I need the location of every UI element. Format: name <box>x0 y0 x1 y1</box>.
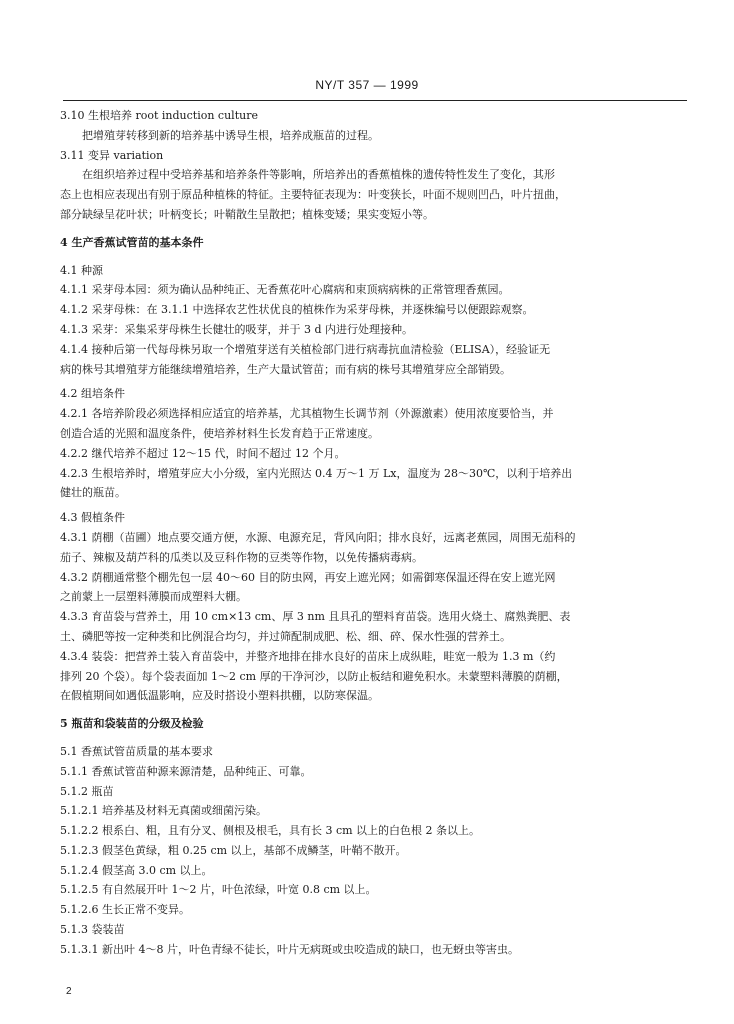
text-line: 5.1.1 香蕉试管苗种源来源清楚，品种纯正、可靠。 <box>60 764 312 778</box>
section-heading: 4 生产香蕉试管苗的基本条件 <box>60 235 204 249</box>
section-heading: 5 瓶苗和袋装苗的分级及检验 <box>60 717 204 731</box>
text-line: 在组织培养过程中受培养基和培养条件等影响，所培养出的香蕉植株的遗传特性发生了变化，其形 <box>82 168 555 182</box>
text-line: 4.1.3 采芽：采集采芽母株生长健壮的吸芽，并于 3 d 内进行处理接种。 <box>60 322 414 336</box>
text-line: 3.11 变异 variation <box>60 148 164 162</box>
text-line: 5.1.2.3 假茎色黄绿，粗 0.25 cm 以上，基部不成鳞茎，叶鞘不散开。 <box>60 843 407 857</box>
page-header: NY/T 357 — 1999 <box>315 78 419 92</box>
text-line: 5.1.3.1 新出叶 4～8 片，叶色青绿不徒长，叶片无病斑或虫咬造成的缺口，也无蚜虫等害虫。 <box>60 942 519 956</box>
text-line: 在假植期间如遇低温影响，应及时搭设小塑料拱棚，以防寒保温。 <box>60 689 379 703</box>
text-line: 4.2 组培条件 <box>60 387 125 401</box>
text-line: 4.3.4 装袋：把营养土装入育苗袋中，并整齐地排在排水良好的苗床上成纵畦，畦宽一般为 1.3 m（约 <box>60 649 556 663</box>
text-line: 4.1.1 采芽母本园：须为确认品种纯正、无香蕉花叶心腐病和束顶病病株的正常管理香蕉园。 <box>60 283 510 297</box>
text-line: 4.1.2 采芽母株：在 3.1.1 中选择农艺性状优良的植株作为采芽母株，并逐株编号以便跟踪观察。 <box>60 303 534 317</box>
text-line: 5.1.2.1 培养基及材料无真菌或细菌污染。 <box>60 804 267 818</box>
text-line: 之前蒙上一层塑料薄膜而成塑料大棚。 <box>60 590 247 604</box>
text-line: 5.1.2 瓶苗 <box>60 784 114 798</box>
text-line: 4.1.4 接种后第一代每母株另取一个增殖芽送有关植检部门进行病毒抗血清检验（ELISA），经验证无 <box>60 342 551 356</box>
text-line: 部分缺绿呈花叶状；叶柄变长；叶鞘散生呈散把；植株变矮；果实变短小等。 <box>60 207 434 221</box>
header-rule <box>63 100 687 101</box>
text-line: 5.1.2.4 假茎高 3.0 cm 以上。 <box>60 863 213 877</box>
text-line: 茄子、辣椒及葫芦科的瓜类以及豆科作物的豆类等作物，以免传播病毒病。 <box>60 550 423 564</box>
text-line: 5.1.2.6 生长正常不变异。 <box>60 903 190 917</box>
document-body <box>60 106 688 960</box>
text-line: 4.3.2 荫棚通常整个棚先包一层 40～60 目的防虫网，再安上遮光网；如需御寒保温还得在安上遮光网 <box>60 570 556 584</box>
text-line: 5.1.3 袋装苗 <box>60 923 125 937</box>
text-line: 排列 20 个袋）。每个袋表面加 1～2 cm 厚的干净河沙，以防止板结和避免积水。未蒙塑料薄膜的荫棚， <box>60 669 568 683</box>
text-line: 4.2.1 各培养阶段必须选择相应适宜的培养基，尤其植物生长调节剂（外源激素）使用浓度要恰当，并 <box>60 407 554 421</box>
text-line: 4.3.3 育苗袋与营养土，用 10 cm×13 cm、厚 3 nm 且具孔的塑料育苗袋。选用火烧土、腐熟粪肥、表 <box>60 610 571 624</box>
text-line: 5.1 香蕉试管苗质量的基本要求 <box>60 744 213 758</box>
text-line: 土、磷肥等按一定种类和比例混合均匀，并过筛配制成肥、松、细、碎、保水性强的营养土。 <box>60 629 511 643</box>
text-line: 态上也相应表现出有别于原品种植株的特征。主要特征表现为：叶变狭长，叶面不规则凹凸，叶片扭曲， <box>60 188 566 202</box>
text-line: 3.10 生根培养 root induction culture <box>60 109 258 122</box>
text-line: 创造合适的光照和温度条件，使培养材料生长发育趋于正常速度。 <box>60 426 379 440</box>
text-line: 病的株号其增殖芽方能继续增殖培养，生产大量试管苗；而有病的株号其增殖芽应全部销毁。 <box>60 362 511 376</box>
text-line: 把增殖芽转移到新的培养基中诱导生根，培养成瓶苗的过程。 <box>82 128 379 142</box>
text-line: 4.3 假植条件 <box>60 511 125 525</box>
text-line: 5.1.2.2 根系白、粗，且有分叉、侧根及根毛，具有长 3 cm 以上的白色根 2 条以上。 <box>60 824 481 838</box>
text-line: 5.1.2.5 有自然展开叶 1～2 片，叶色浓绿，叶宽 0.8 cm 以上。 <box>60 883 377 897</box>
page-number: 2 <box>66 986 72 997</box>
text-line: 4.2.2 继代培养不超过 12～15 代，时间不超过 12 个月。 <box>60 446 346 460</box>
text-line: 健壮的瓶苗。 <box>60 486 126 500</box>
text-line: 4.3.1 荫棚（苗圃）地点要交通方便，水源、电源充足，背风向阳；排水良好，远离老蕉园，周围无茄科的 <box>60 530 576 544</box>
text-line: 4.2.3 生根培养时，增殖芽应大小分级，室内光照达 0.4 万～1 万 Lx，温度为 28～30℃，以利于培养出 <box>60 466 573 480</box>
text-line: 4.1 种源 <box>60 263 103 277</box>
